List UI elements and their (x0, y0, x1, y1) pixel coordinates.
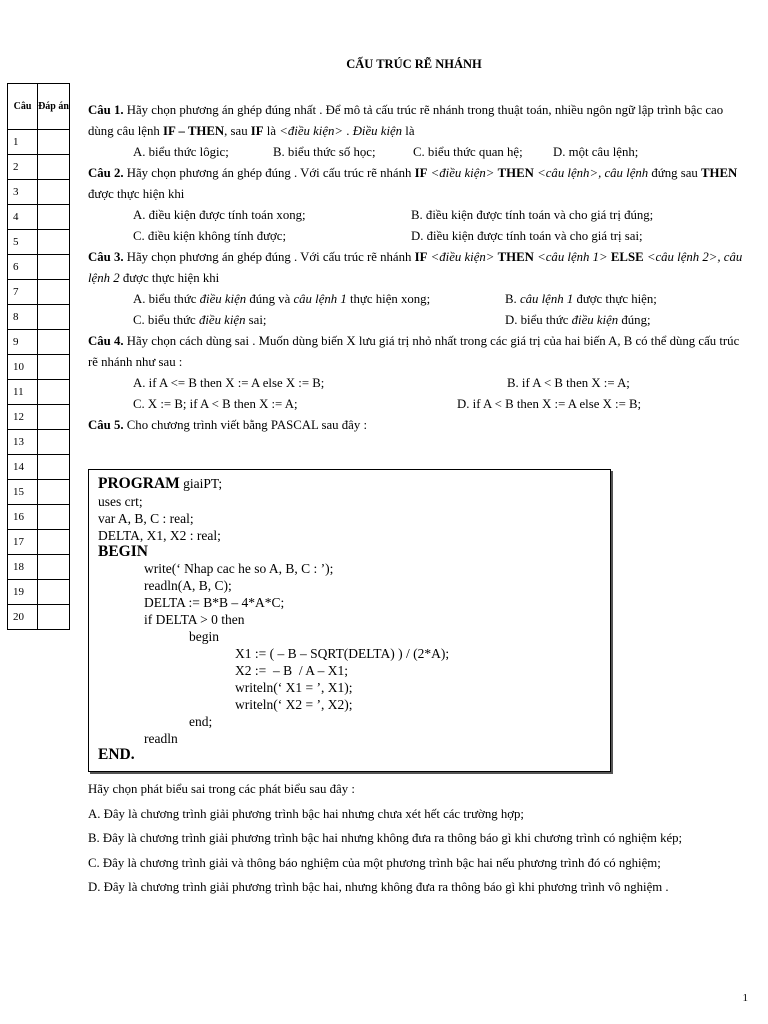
option-b: B. if A < B then X := A; (507, 376, 630, 390)
answer-row (8, 480, 70, 505)
question-number-cell: 19 (8, 580, 38, 605)
question-number-cell: 13 (8, 430, 38, 455)
italic-term: câu lệnh 1 (293, 292, 347, 306)
question-text: Cho chương trình viết bằng PASCAL sau đây : (123, 418, 368, 432)
answer-cell[interactable] (38, 530, 70, 555)
question-text: đứng sau (648, 166, 701, 180)
option-text: sai; (245, 313, 267, 327)
question-number-cell: 11 (8, 380, 38, 405)
option-b: B. điều kiện được tính toán và cho giá trị đúng; (411, 208, 654, 222)
option-c: C. Đây là chương trình giải và thông báo nghiệm của một phương trình bậc hai nếu phương trình đó có nghiệm; (88, 855, 661, 870)
italic-term: <câu lệnh>, câu lệnh (533, 166, 649, 180)
answer-sheet-table (7, 83, 70, 630)
code-keyword: PROGRAM (98, 475, 180, 492)
question-text: được thực hiện khi (119, 271, 220, 285)
answer-cell[interactable] (38, 130, 70, 155)
question-text: được thực hiện khi (88, 187, 185, 201)
question-text: , sau (224, 124, 251, 138)
italic-term: <điều kiện> (427, 250, 498, 264)
keyword: ELSE (610, 250, 644, 264)
keyword: THEN (497, 250, 534, 264)
question-number-cell: 7 (8, 280, 38, 305)
option-text: thực hiện xong; (346, 292, 431, 306)
option-a: A. điều kiện được tính toán xong; (133, 208, 306, 222)
option-c (133, 310, 266, 331)
option-c: C. điều kiện không tính được; (133, 229, 287, 243)
option-a: A. Đây là chương trình giải phương trình bậc hai nhưng chưa xét hết các trường hợp; (88, 806, 524, 821)
code-line: DELTA := B*B – 4*A*C; (144, 595, 285, 610)
option-text: C. biểu thức (133, 313, 199, 327)
keyword: IF (250, 124, 264, 138)
question-1-options (88, 142, 748, 163)
answer-cell[interactable] (38, 605, 70, 630)
code-line (98, 476, 222, 493)
option-d (505, 310, 651, 331)
page-number: 1 (742, 992, 748, 1004)
question-number-cell: 5 (8, 230, 38, 255)
question-3 (88, 247, 748, 289)
question-text: . (343, 124, 353, 138)
answer-row (8, 155, 70, 180)
question-text: Hãy chọn phương án ghép đúng . Với cấu trúc rẽ nhánh (123, 166, 415, 180)
code-line: write(‘ Nhap cac he so A, B, C : ’); (144, 561, 334, 576)
option-c: C. biểu thức quan hệ; (413, 145, 523, 159)
option-a (133, 289, 430, 310)
option-c: C. X := B; if A < B then X := A; (133, 397, 298, 411)
answer-cell[interactable] (38, 280, 70, 305)
question-2-options-row1 (88, 205, 748, 226)
pascal-code-box (88, 469, 611, 772)
question-3-options-row1 (88, 289, 748, 310)
answer-row (8, 530, 70, 555)
italic-term: câu lệnh 1 (519, 292, 574, 306)
option-a: A. biểu thức lôgic; (133, 145, 229, 159)
question-number-cell: 2 (8, 155, 38, 180)
header-question: Câu (8, 84, 38, 130)
question-number-cell: 15 (8, 480, 38, 505)
italic-term: điều kiện (198, 313, 246, 327)
answer-cell[interactable] (38, 505, 70, 530)
question-5-prompt: Hãy chọn phát biểu sai trong các phát biểu sau đây : (88, 782, 355, 796)
question-number-cell: 10 (8, 355, 38, 380)
question-text: là (402, 124, 415, 138)
code-text: giaiPT; (179, 476, 223, 491)
question-number-cell: 4 (8, 205, 38, 230)
answer-cell[interactable] (38, 580, 70, 605)
question-number: Câu 1. (88, 103, 124, 117)
option-b (505, 289, 657, 310)
question-5 (88, 415, 748, 436)
answer-row (8, 380, 70, 405)
question-number-cell: 16 (8, 505, 38, 530)
question-number: Câu 2. (88, 166, 124, 180)
answer-cell[interactable] (38, 155, 70, 180)
answer-row (8, 280, 70, 305)
answer-row (8, 580, 70, 605)
answer-row (8, 180, 70, 205)
answer-cell[interactable] (38, 405, 70, 430)
italic-term: <câu lệnh 1> (533, 250, 611, 264)
answer-row (8, 330, 70, 355)
question-text: Hãy chọn cách dùng sai . Muốn dùng biến X lưu giá trị nhỏ nhất trong các giá trị của hai biến A, B có thể dùng cấu trúc rẽ nhánh như sau : (88, 334, 740, 369)
option-d: D. một câu lệnh; (553, 145, 639, 159)
answer-cell[interactable] (38, 430, 70, 455)
option-b: B. biểu thức số học; (273, 145, 376, 159)
option-text: A. biểu thức (133, 292, 200, 306)
answer-cell[interactable] (38, 305, 70, 330)
code-line: DELTA, X1, X2 : real; (98, 528, 221, 543)
code-line: uses crt; (98, 494, 143, 509)
answer-cell[interactable] (38, 355, 70, 380)
answer-cell[interactable] (38, 230, 70, 255)
italic-term: điều kiện (199, 292, 247, 306)
option-text: được thực hiện; (573, 292, 657, 306)
option-d: D. Đây là chương trình giải phương trình bậc hai, nhưng không đưa ra thông báo gì khi phương trình vô nghiệm . (88, 880, 669, 894)
option-text: D. biểu thức (505, 313, 572, 327)
code-line: END. (98, 746, 135, 763)
question-number-cell: 14 (8, 455, 38, 480)
question-2-options-row2 (88, 226, 748, 247)
question-number-cell: 9 (8, 330, 38, 355)
question-number-cell: 18 (8, 555, 38, 580)
page-title: CẤU TRÚC RẼ NHÁNH (346, 57, 482, 71)
answer-row (8, 430, 70, 455)
question-number: Câu 5. (88, 418, 124, 432)
question-4-options-row1 (88, 373, 748, 394)
code-line: readln (144, 731, 178, 746)
answer-cell[interactable] (38, 380, 70, 405)
answer-cell[interactable] (38, 255, 70, 280)
answer-cell[interactable] (38, 455, 70, 480)
option-text: đúng; (618, 313, 651, 327)
option-text: B. (505, 292, 520, 306)
option-text: đúng và (246, 292, 294, 306)
question-2 (88, 163, 748, 205)
answer-cell[interactable] (38, 480, 70, 505)
italic-term: <điều kiện> (279, 124, 344, 138)
code-line: X2 := – B / A – X1; (235, 663, 349, 678)
answer-row (8, 230, 70, 255)
answer-row (8, 455, 70, 480)
question-number-cell: 12 (8, 405, 38, 430)
answer-row (8, 305, 70, 330)
option-d: D. điều kiện được tính toán và cho giá trị sai; (411, 229, 643, 243)
italic-term: Điều kiện (352, 124, 403, 138)
keyword: IF – THEN (162, 124, 225, 138)
italic-term: điều kiện (571, 313, 619, 327)
answer-row (8, 505, 70, 530)
question-text: Hãy chọn phương án ghép đúng . Với cấu trúc rẽ nhánh (123, 250, 415, 264)
question-4-options-row2 (88, 394, 748, 415)
answer-cell[interactable] (38, 180, 70, 205)
question-text: Hãy chọn phương án ghép đúng nhất . Để mô tả cấu trúc rẽ nhánh trong thuật toán, nhiều ngôn ngữ lập trình bậc cao dùng câu lệnh (88, 103, 724, 138)
answer-cell[interactable] (38, 205, 70, 230)
code-line: BEGIN (98, 543, 148, 560)
keyword: THEN (701, 166, 738, 180)
answer-row (8, 205, 70, 230)
question-1 (88, 100, 748, 142)
option-a: A. if A <= B then X := A else X := B; (133, 376, 325, 390)
option-b: B. Đây là chương trình giải phương trình bậc hai nhưng không đưa ra thông báo gì khi chương trình có nghiệm kép; (88, 831, 683, 845)
answer-row (8, 605, 70, 630)
code-line: begin (189, 629, 219, 644)
code-line: end; (189, 714, 213, 729)
code-line: if DELTA > 0 then (144, 612, 245, 627)
code-line: X1 := ( – B – SQRT(DELTA) ) / (2*A); (235, 646, 450, 661)
answer-row (8, 355, 70, 380)
italic-term: <câu lệnh 2>, câu lệnh 2 (88, 250, 743, 285)
answer-row (8, 130, 70, 155)
answer-row (8, 405, 70, 430)
question-5-options (88, 777, 758, 900)
code-line: writeln(‘ X2 = ’, X2); (235, 697, 353, 712)
code-line: var A, B, C : real; (98, 511, 194, 526)
question-number-cell: 3 (8, 180, 38, 205)
keyword: IF (414, 166, 428, 180)
question-number: Câu 4. (88, 334, 124, 348)
question-number-cell: 20 (8, 605, 38, 630)
keyword: THEN (497, 166, 534, 180)
question-3-options-row2 (88, 310, 748, 331)
keyword: IF (414, 250, 428, 264)
question-number-cell: 8 (8, 305, 38, 330)
option-d: D. if A < B then X := A else X := B; (457, 397, 642, 411)
question-4 (88, 331, 748, 373)
answer-cell[interactable] (38, 555, 70, 580)
answer-cell[interactable] (38, 330, 70, 355)
answer-table-header (8, 84, 70, 130)
italic-term: <điều kiện> (427, 166, 498, 180)
question-text: là (263, 124, 280, 138)
code-line: readln(A, B, C); (144, 578, 232, 593)
question-number-cell: 1 (8, 130, 38, 155)
code-line: writeln(‘ X1 = ’, X1); (235, 680, 353, 695)
question-number: Câu 3. (88, 250, 124, 264)
answer-row (8, 555, 70, 580)
questions (88, 100, 748, 436)
question-number-cell: 6 (8, 255, 38, 280)
question-number-cell: 17 (8, 530, 38, 555)
header-answer: Đáp án (38, 84, 70, 130)
answer-row (8, 255, 70, 280)
